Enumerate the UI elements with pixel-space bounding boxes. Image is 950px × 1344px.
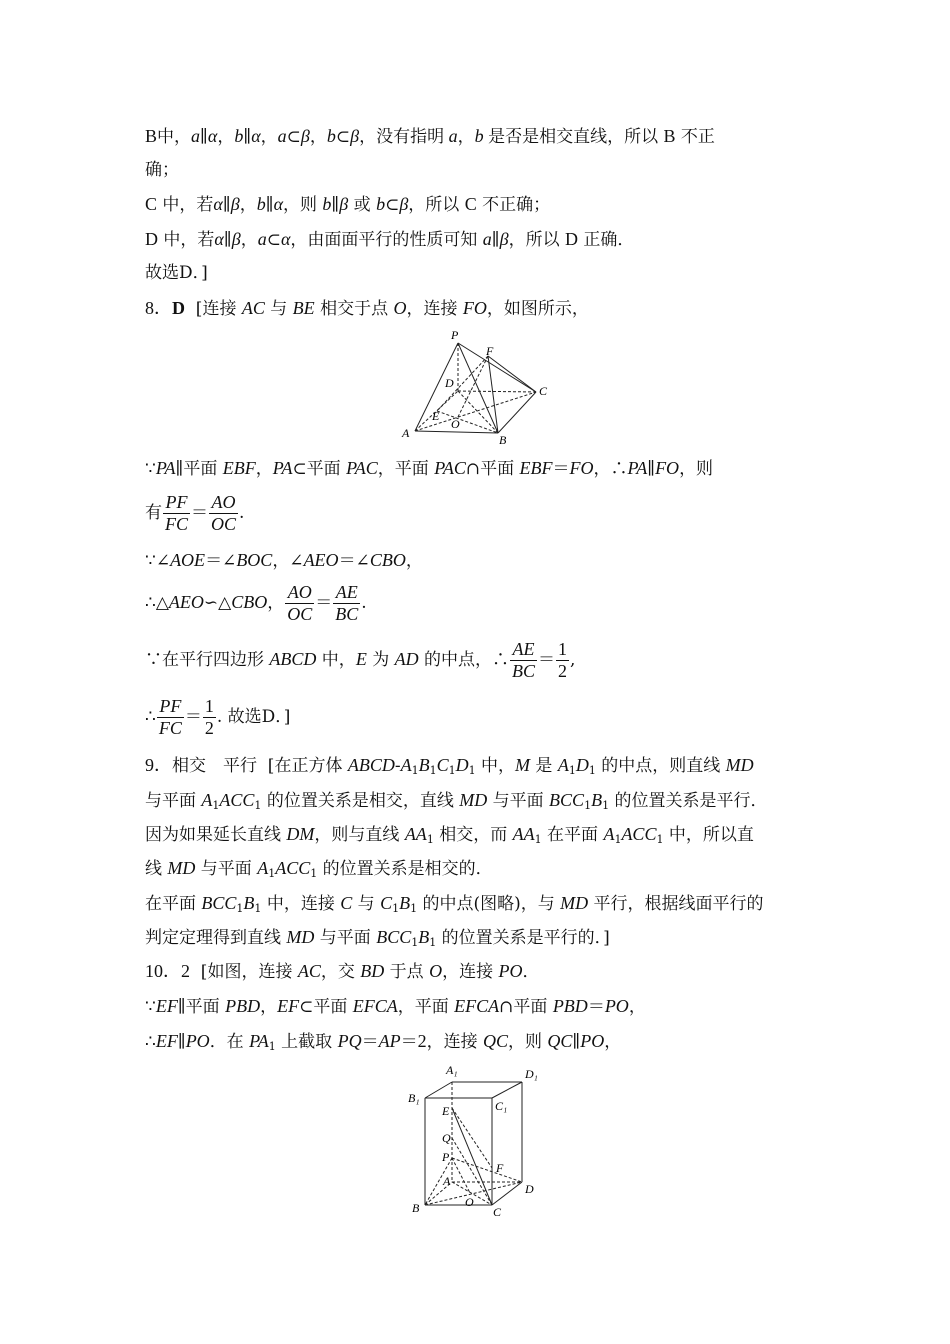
fig10-label-B: B bbox=[412, 1201, 420, 1215]
fig8-label-F: F bbox=[486, 344, 494, 358]
frac-numerator: AO bbox=[209, 492, 238, 514]
frac-numerator: AE bbox=[333, 582, 360, 604]
frac-ao-oc-2 bbox=[285, 582, 314, 625]
fig8-label-D: D bbox=[445, 376, 454, 390]
fig10-label-C1: C₁ bbox=[495, 1099, 508, 1113]
item9-line4: 线 MD 与平面 $A_1ACC_1$ 的位置关系是相交的． bbox=[145, 858, 493, 880]
fig8-label-A: A bbox=[402, 426, 410, 440]
frac-denominator: FC bbox=[165, 514, 189, 534]
fig8-label-C: C bbox=[539, 384, 548, 398]
item8-step1: ∵PA∥平面 EBF，PA⊂平面 PAC，平面 PAC∩平面 EBF＝FO，∴PA∥FO，则 bbox=[145, 458, 714, 479]
frac-pf-fc bbox=[163, 492, 190, 535]
item10-intro: 10．2 [如图，连接 AC，交 BD 于点 O，连接 PO． bbox=[145, 961, 540, 982]
frac-numerator: 1 bbox=[204, 696, 214, 716]
item7-c-line: C 中，若α∥β，b∥α，则 b∥β 或 b⊂β，所以 C 不正确； bbox=[145, 194, 551, 215]
frac-half bbox=[556, 639, 569, 682]
item9-line6: 判定定理得到直线 MD 与平面 $BCC_1B_1$ 的位置关系是平行的．] bbox=[145, 927, 610, 949]
frac-denominator: OC bbox=[211, 514, 237, 534]
item10-answer: 2 bbox=[181, 961, 190, 981]
frac-denominator: OC bbox=[287, 604, 313, 624]
fig8-label-B: B bbox=[499, 433, 507, 447]
fig10-label-B1: B₁ bbox=[408, 1091, 420, 1105]
frac-numerator: PF bbox=[163, 492, 190, 514]
prism-figure bbox=[400, 1060, 560, 1220]
fig10-label-P: P bbox=[442, 1150, 450, 1164]
item9-line5: 在平面 $BCC_1B_1$ 中，连接 C 与 $C_1B_1$ 的中点(图略)，与 MD 平行，根据线面平行的 bbox=[145, 893, 764, 915]
item8-answer: D bbox=[172, 298, 185, 318]
item8-number: 8． bbox=[145, 298, 172, 318]
item7-d-line: D 中，若α∥β，a⊂α，由面面平行的性质可知 a∥β，所以 D 正确． bbox=[145, 229, 635, 250]
frac-numerator: AE bbox=[510, 639, 537, 661]
item8-ratio-line: 有 $\frac{PF}{FC}$ ＝ $\frac{AO}{OC}$ . bbox=[145, 492, 245, 534]
item7-b-line2: 确； bbox=[145, 160, 179, 180]
item8-step4: ∵在平行四边形 ABCD 中，E 为 AD 的中点，∴ $\frac{AE}{BC}$ ＝ $\frac{1}{2}$ , bbox=[145, 639, 576, 681]
item8-intro: 8．D [连接 AC 与 BE 相交于点 O，连接 FO，如图所示， bbox=[145, 298, 589, 319]
fig8-label-E: E bbox=[432, 409, 440, 423]
fig10-label-E: E bbox=[442, 1104, 450, 1118]
item8-step2: ∵∠AOE＝∠BOC，∠AEO＝∠CBO， bbox=[145, 550, 423, 571]
frac-ao-oc bbox=[209, 492, 238, 535]
frac-denominator: FC bbox=[158, 718, 182, 738]
item9-answers: 相交 平行 bbox=[172, 756, 257, 776]
item10-step1: ∵EF∥平面 PBD，EF⊂平面 EFCA，平面 EFCA∩平面 PBD＝PO， bbox=[145, 996, 646, 1017]
item7-b-line: B中，a∥α，b∥α，a⊂β，b⊂β，没有指明 a，b 是否是相交直线，所以 B 不正 bbox=[145, 126, 715, 147]
fig10-label-O: O bbox=[465, 1195, 474, 1209]
frac-numerator: 1 bbox=[558, 639, 568, 659]
item10-number: 10． bbox=[145, 961, 181, 981]
pyramid-figure bbox=[395, 325, 555, 450]
item8-conclusion: 故选D．] bbox=[227, 707, 291, 727]
fig10-label-A: A bbox=[443, 1174, 451, 1188]
fig8-label-O: O bbox=[451, 417, 460, 431]
frac-denominator: BC bbox=[335, 604, 359, 624]
item9-line3: 因为如果延长直线 DM，则与直线 $AA_1$ 相交，而 $AA_1$ 在平面 $A_1ACC_1$ 中，所以直 bbox=[145, 824, 754, 846]
frac-ae-bc bbox=[333, 582, 360, 625]
item9-number: 9． bbox=[145, 755, 172, 775]
fig8-label-P: P bbox=[451, 328, 459, 342]
frac-denominator: BC bbox=[512, 661, 536, 681]
frac-ae-bc-2 bbox=[510, 639, 537, 682]
frac-pf-fc-2 bbox=[157, 696, 184, 739]
frac-numerator: PF bbox=[157, 696, 184, 718]
item8-step3: ∴△AEO∽△CBO， $\frac{AO}{OC}$ ＝ $\frac{AE}{BC}$ . bbox=[145, 582, 367, 624]
item8-have: 有 bbox=[145, 503, 162, 523]
fig10-label-A1: A₁ bbox=[446, 1063, 458, 1077]
fig10-label-C: C bbox=[493, 1205, 502, 1219]
fig10-label-D: D bbox=[525, 1182, 534, 1196]
frac-half-2 bbox=[203, 696, 216, 739]
frac-denominator: 2 bbox=[204, 718, 214, 738]
item9-line1: 9．相交 平行 [在正方体 ABCD-$A_1B_1C_1D_1$ 中，M 是 $A_1D_1$ 的中点，则直线 MD bbox=[145, 755, 754, 777]
fig10-label-F: F bbox=[496, 1161, 504, 1175]
item10-step2: ∴EF∥PO．在 $PA_1$ 上截取 PQ＝AP＝2，连接 QC，则 QC∥PO， bbox=[145, 1031, 622, 1053]
item7-conclusion: 故选D．] bbox=[145, 263, 208, 283]
fig10-label-Q: Q bbox=[442, 1131, 451, 1145]
frac-denominator: 2 bbox=[558, 661, 568, 681]
fig10-label-D1: D₁ bbox=[525, 1067, 538, 1081]
frac-numerator: AO bbox=[285, 582, 314, 604]
item9-line2: 与平面 $A_1ACC_1$ 的位置关系是相交，直线 MD 与平面 $BCC_1B_1$ 的位置关系是平行． bbox=[145, 790, 768, 812]
item8-step5: ∴ $\frac{PF}{FC}$ ＝ $\frac{1}{2}$ . 故选D．] bbox=[145, 696, 291, 738]
